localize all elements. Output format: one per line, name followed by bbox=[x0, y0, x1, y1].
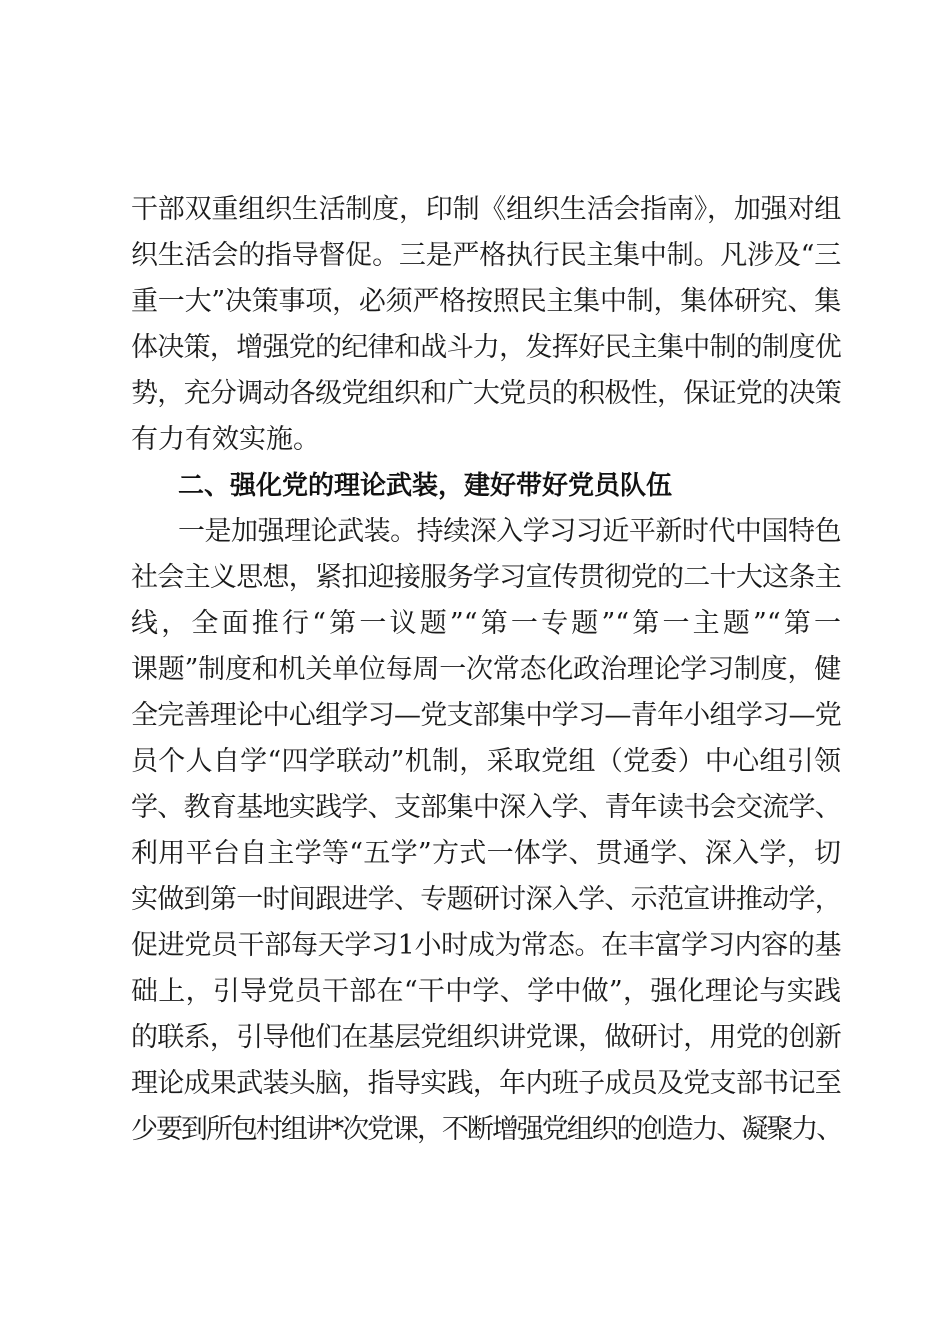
paragraph-1-line-1: 干部双重组织生活制度，印制《组织生活会指南》，加强对组 bbox=[131, 194, 841, 225]
paragraph-2-line-4: 课题”制度和机关单位每周一次常态化政治理论学习制度，健 bbox=[131, 654, 841, 685]
paragraph-2-line-11: 础上，引导党员干部在“干中学、学中做”，强化理论与实践 bbox=[131, 976, 841, 1007]
paragraph-2-line-7: 学、教育基地实践学、支部集中深入学、青年读书会交流学、 bbox=[131, 792, 841, 823]
paragraph-2-line-1: 一是加强理论武装。持续深入学习习近平新时代中国特色 bbox=[178, 516, 841, 547]
paragraph-1-line-4: 体决策，增强党的纪律和战斗力，发挥好民主集中制的制度优 bbox=[131, 332, 841, 363]
paragraph-2-line-14: 少要到所包村组讲*次党课，不断增强党组织的创造力、凝聚力、 bbox=[131, 1114, 841, 1145]
paragraph-2-line-5: 全完善理论中心组学习—党支部集中学习—青年小组学习—党 bbox=[131, 700, 841, 731]
paragraph-2-line-8: 利用平台自主学等“五学”方式一体学、贯通学、深入学，切 bbox=[131, 838, 841, 869]
paragraph-1-line-2: 织生活会的指导督促。三是严格执行民主集中制。凡涉及“三 bbox=[131, 240, 841, 271]
paragraph-1-line-6: 有力有效实施。 bbox=[131, 424, 320, 455]
paragraph-2-line-2: 社会主义思想，紧扣迎接服务学习宣传贯彻党的二十大这条主 bbox=[131, 562, 841, 593]
section-heading: 二、强化党的理论武装，建好带好党员队伍 bbox=[178, 471, 673, 501]
paragraph-2-line-10: 促进党员干部每天学习1小时成为常态。在丰富学习内容的基 bbox=[131, 930, 841, 961]
paragraph-2-line-12: 的联系，引导他们在基层党组织讲党课，做研讨，用党的创新 bbox=[131, 1022, 841, 1053]
paragraph-1-line-5: 势，充分调动各级党组织和广大党员的积极性，保证党的决策 bbox=[131, 378, 841, 409]
paragraph-2-line-6: 员个人自学“四学联动”机制，采取党组（党委）中心组引领 bbox=[131, 746, 841, 777]
paragraph-2-line-9: 实做到第一时间跟进学、专题研讨深入学、示范宣讲推动学， bbox=[131, 884, 841, 915]
paragraph-2-line-13: 理论成果武装头脑，指导实践，年内班子成员及党支部书记至 bbox=[131, 1068, 841, 1099]
paragraph-2-line-3: 线，全面推行“第一议题”“第一专题”“第一主题”“第一 bbox=[131, 608, 841, 639]
paragraph-1-line-3: 重一大”决策事项，必须严格按照民主集中制，集体研究、集 bbox=[131, 286, 841, 317]
